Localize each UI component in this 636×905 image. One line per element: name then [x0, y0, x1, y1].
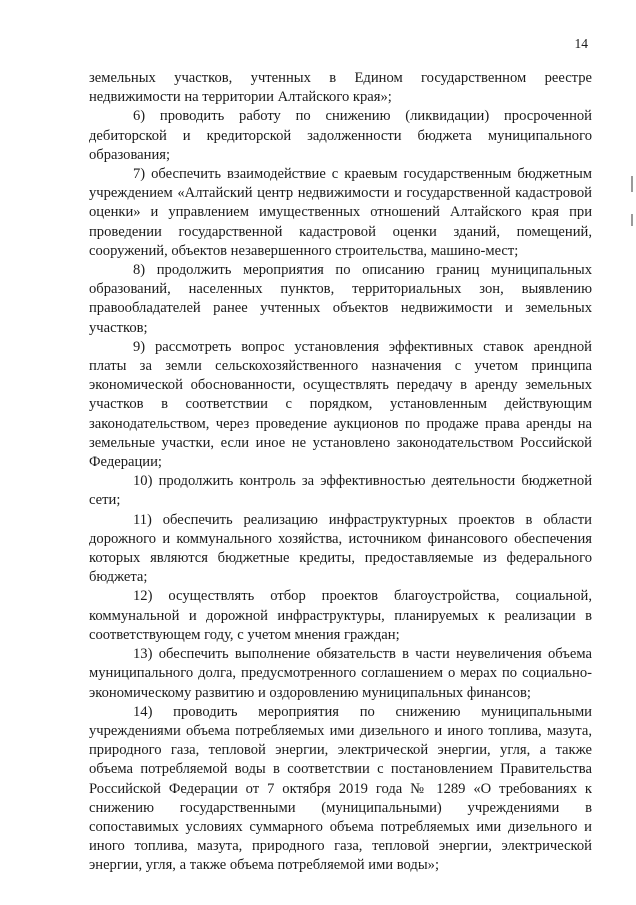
paragraph-item-14: 14) проводить мероприятия по снижению муниципальными учреждениями объема потребляемых ими дизельного и иного топлива, мазута, природного газа, тепловой энергии, электрической энергии, угля, а также объема потребляемой воды в соответствии с постановлением Правительства Российской Федерации от 7 октября 2019 года № 1289 «О требованиях к снижению государственными (муниципальными) учреждениями в сопоставимых условиях суммарного объема потребляемых ими дизельного и иного топлива, мазута, природного газа, тепловой энергии, электрической энергии, угля, а также объема потребляемой ими воды»; — [89, 703, 592, 874]
paragraph-item-12: 12) осуществлять отбор проектов благоустройства, социальной, коммунальной и дорожной инфраструктуры, планируемых к реализации в соответствующем году, с учетом мнения граждан; — [89, 588, 592, 643]
paragraph-item-6: 6) проводить работу по снижению (ликвидации) просроченной дебиторской и кредиторской задолженности бюджета муниципального образования; — [89, 108, 592, 163]
paragraph-item-8: 8) продолжить мероприятия по описанию границ муниципальных образований, населенных пунктов, территориальных зон, выявлению правообладателей ранее учтенных объектов недвижимости и земельных участков; — [89, 262, 592, 336]
paragraph-continuation: земельных участков, учтенных в Едином государственном реестре недвижимости на территории Алтайского края»; — [89, 70, 592, 106]
scan-edge-mark — [631, 214, 633, 226]
scan-edge-mark — [631, 176, 633, 192]
paragraph-item-13: 13) обеспечить выполнение обязательств в части неувеличения объема муниципального долга, предусмотренного соглашением о мерах по социально-экономическому развитию и оздоровлению муниципальных финансов; — [89, 646, 592, 701]
page-number: 14 — [574, 36, 588, 51]
paragraph-item-11: 11) обеспечить реализацию инфраструктурных проектов в области дорожного и коммунального хозяйства, источником финансового обеспечения которых являются бюджетные кредиты, предоставляемые из федерального бюджета; — [89, 511, 592, 586]
paragraph-item-7: 7) обеспечить взаимодействие с краевым государственным бюджетным учреждением «Алтайский центр недвижимости и государственной кадастровой оценки» и управлением имущественных отношений Алтайского края при проведении государственной кадастровой оценки зданий, помещений, сооружений, объектов незавершенного строительства, машино-мест; — [89, 166, 592, 259]
paragraph-item-9: 9) рассмотреть вопрос установления эффективных ставок арендной платы за земли сельскохозяйственного назначения с учетом принципа экономической обоснованности, осуществлять передачу в аренду земельных участков в соответствии с порядком, установленным действующим законодательством, через проведение аукционов по продаже права аренды на земельные участки, если иное не установлено законодательством Российской Федерации; — [89, 338, 592, 471]
document-body — [89, 69, 592, 876]
paragraph-item-10: 10) продолжить контроль за эффективностью деятельности бюджетной сети; — [89, 473, 592, 509]
